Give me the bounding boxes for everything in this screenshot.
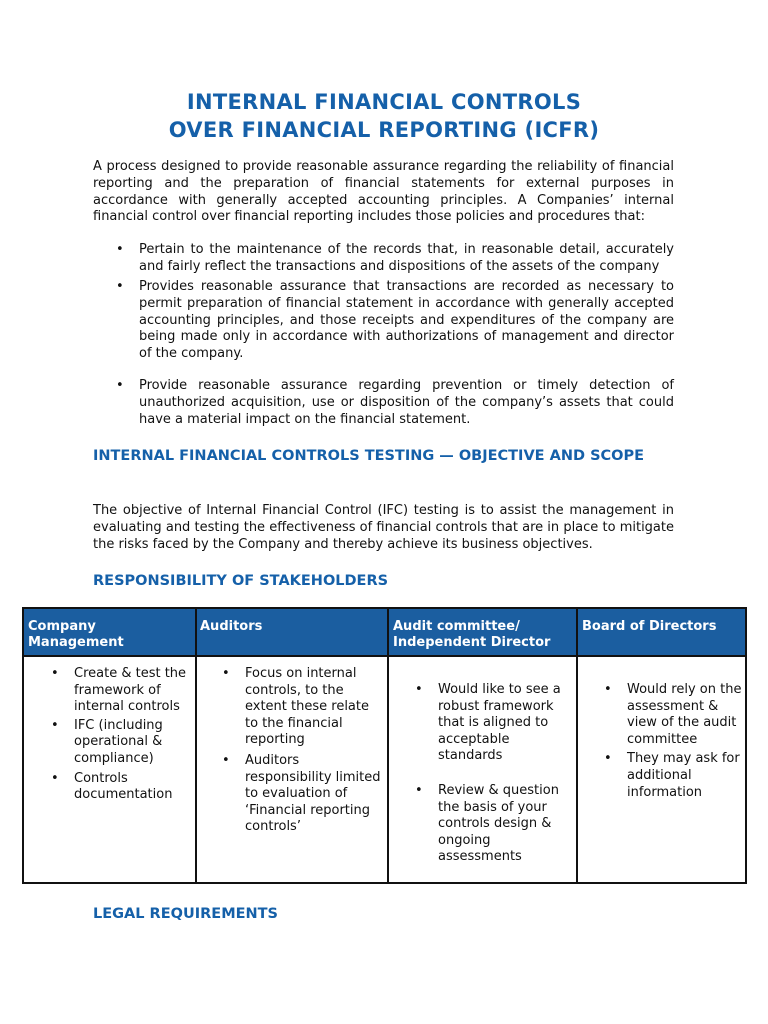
column-header-audit-committee: Audit committee/ Independent Director [393,619,551,650]
bullet-item-1: • Pertain to the maintenance of the records that, in reasonable detail, accurately and fairly reflect the transactions and dispositions of the assets of the company [139,242,674,276]
section-heading-testing: INTERNAL FINANCIAL CONTROLS TESTING — OBJECTIVE AND SCOPE [93,448,645,464]
column-divider [387,609,389,882]
cell-auditors [245,666,385,836]
column-header-auditors: Auditors [200,619,263,634]
list-item: • IFC (including operational & compliance) [74,718,192,768]
list-item: • Would like to see a robust framework that is aligned to acceptable standards [438,682,573,765]
section-heading-legal: LEGAL REQUIREMENTS [93,906,278,922]
list-item: • Controls documentation [74,771,192,804]
document-title-line-2: OVER FINANCIAL REPORTING (ICFR) [168,118,600,142]
column-header-board-of-directors: Board of Directors [582,619,717,634]
bullet-item-2: • Provides reasonable assurance that transactions are recorded as necessary to permit preparation of financial statement in accordance with generally accepted accounting principles, and those receipts and expenditures of the company are being made only in accordance with authorizations of management and director of the company. [139,279,674,363]
column-header-company-management: Company Management [28,619,124,650]
table-header-row [24,609,745,655]
cell-company-management [74,666,192,804]
list-item: • Focus on internal controls, to the extent these relate to the financial reporting [245,666,385,749]
list-item: • Would rely on the assessment & view of the audit committee [627,682,745,748]
list-item: • Auditors responsibility limited to evaluation of ‘Financial reporting controls’ [245,753,385,836]
header-divider [24,655,745,657]
list-item: • They may ask for additional information [627,751,745,801]
section-heading-stakeholders: RESPONSIBILITY OF STAKEHOLDERS [93,573,389,589]
list-item: • Review & question the basis of your controls design & ongoing assessments [438,783,573,866]
column-divider [195,609,197,882]
column-divider [576,609,578,882]
stakeholders-table [22,607,747,884]
bullet-item-3: • Provide reasonable assurance regarding prevention or timely detection of unauthorized acquisition, use or disposition of the company’s assets that could have a material impact on the financial statement. [139,378,674,428]
cell-audit-committee [438,682,573,866]
testing-paragraph: The objective of Internal Financial Control (IFC) testing is to assist the management in evaluating and testing the effectiveness of financial controls that are in place to mitigate the risks faced by the Company and thereby achieve its business objectives. [93,503,674,552]
list-item: • Create & test the framework of internal controls [74,666,192,716]
cell-board-of-directors [627,682,745,801]
intro-paragraph: A process designed to provide reasonable assurance regarding the reliability of financial reporting and the preparation of financial statements for external purposes in accordance with generally accepted accounting principles. A Companies’ internal financial control over financial reporting includes those policies and procedures that: [93,159,674,225]
document-title-line-1: INTERNAL FINANCIAL CONTROLS [186,90,582,114]
